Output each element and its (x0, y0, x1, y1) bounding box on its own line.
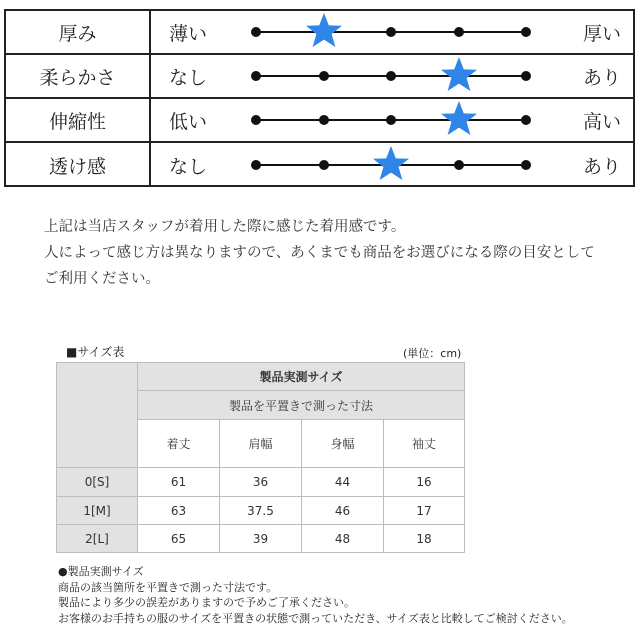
size-footnotes (58, 564, 573, 626)
attribute-scale (246, 55, 536, 97)
table-row (57, 468, 465, 497)
scale-dot (521, 27, 531, 37)
note-line: 上記は当店スタッフが着用した際に感じた着用感です。 (44, 219, 406, 235)
rating-star-icon (305, 12, 343, 50)
size-value: 63 (138, 497, 220, 525)
fit-note (44, 214, 624, 292)
note-line: ご利用ください。 (44, 271, 160, 287)
size-value: 37.5 (220, 497, 302, 525)
attribute-row-stretch (6, 99, 633, 143)
attribute-low-label: 薄い (169, 22, 208, 45)
scale-dot (319, 115, 329, 125)
attribute-name: 柔らかさ (6, 55, 151, 97)
size-value: 48 (302, 525, 384, 553)
attribute-name: 厚み (6, 11, 151, 53)
table-row (57, 497, 465, 525)
rating-star-icon (440, 100, 478, 138)
scale-dot (521, 115, 531, 125)
scale-dot (454, 160, 464, 170)
scale-dot (386, 115, 396, 125)
attribute-name: 透け感 (6, 143, 151, 187)
attribute-low-label: なし (169, 155, 208, 178)
size-label: 0[S] (57, 468, 138, 497)
size-value: 61 (138, 468, 220, 497)
table-row (57, 525, 465, 553)
attribute-scale (246, 11, 536, 53)
scale-dot (251, 115, 261, 125)
attribute-high-label: あり (582, 66, 621, 89)
attribute-rating-table (4, 9, 635, 187)
scale-dot (251, 71, 261, 81)
attribute-row-sheerness (6, 143, 633, 187)
scale-dot (251, 27, 261, 37)
size-table-header-sub: 製品を平置きで測った寸法 (138, 391, 465, 420)
attribute-low-label: 低い (169, 110, 208, 133)
column-header-shoulder: 肩幅 (220, 420, 302, 468)
footnote-line: 製品により多少の誤差がありますので予めご了承ください。 (58, 596, 355, 609)
scale-dot (521, 160, 531, 170)
attribute-high-label: 高い (582, 110, 621, 133)
size-table-corner (57, 363, 138, 468)
scale-dot (521, 71, 531, 81)
size-label: 2[L] (57, 525, 138, 553)
size-label: 1[M] (57, 497, 138, 525)
footnote-line: ●製品実測サイズ (58, 565, 144, 578)
column-header-length: 着丈 (138, 420, 220, 468)
attribute-name: 伸縮性 (6, 99, 151, 141)
column-header-sleeve: 袖丈 (384, 420, 465, 468)
size-value: 44 (302, 468, 384, 497)
column-header-width: 身幅 (302, 420, 384, 468)
size-table-caption: ■サイズ表 (66, 345, 125, 359)
attribute-row-thickness (6, 11, 633, 55)
size-value: 39 (220, 525, 302, 553)
attribute-low-label: なし (169, 66, 208, 89)
size-value: 16 (384, 468, 465, 497)
size-value: 18 (384, 525, 465, 553)
attribute-scale (246, 143, 536, 187)
size-value: 36 (220, 468, 302, 497)
scale-dot (386, 27, 396, 37)
attribute-high-label: あり (582, 155, 621, 178)
scale-dot (454, 27, 464, 37)
size-value: 17 (384, 497, 465, 525)
scale-dot (319, 160, 329, 170)
size-table-unit: (単位：cm) (403, 347, 462, 360)
attribute-scale (246, 99, 536, 141)
size-table (56, 362, 465, 553)
footnote-line: 商品の該当箇所を平置きで測った寸法です。 (58, 580, 278, 594)
size-table-header-main: 製品実測サイズ (138, 363, 465, 391)
attribute-row-softness (6, 55, 633, 99)
footnote-line: お客様のお手持ちの服のサイズを平置きの状態で測っていただき、サイズ表と比較してご検討ください。 (58, 611, 573, 625)
note-line: 人によって感じ方は異なりますので、あくまでも商品をお選びになる際の目安として (44, 245, 595, 261)
size-value: 65 (138, 525, 220, 553)
scale-dot (386, 71, 396, 81)
scale-dot (251, 160, 261, 170)
scale-dot (319, 71, 329, 81)
size-value: 46 (302, 497, 384, 525)
attribute-high-label: 厚い (582, 22, 621, 45)
rating-star-icon (372, 145, 410, 183)
rating-star-icon (440, 56, 478, 94)
